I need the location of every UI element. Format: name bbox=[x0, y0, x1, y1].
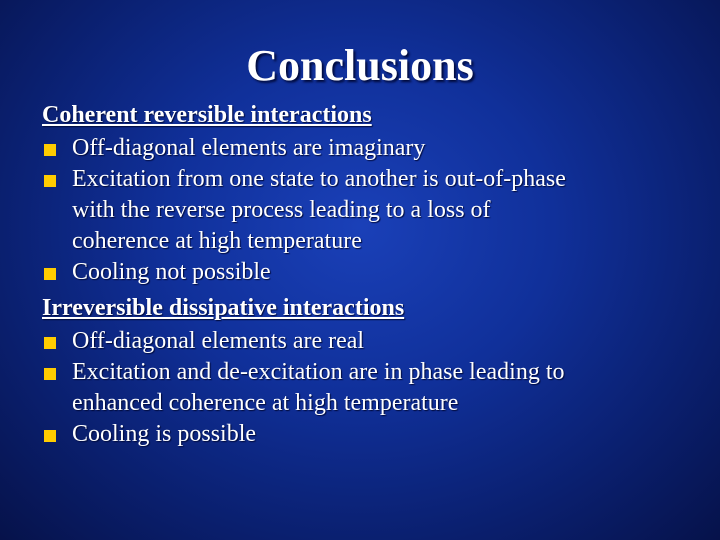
slide-title: Conclusions bbox=[246, 41, 474, 90]
slide-body bbox=[42, 97, 692, 450]
square-bullet-icon bbox=[44, 144, 56, 156]
section-heading-irreversible: Irreversible dissipative interactions bbox=[42, 295, 405, 321]
bullet-text: Cooling is possible bbox=[72, 421, 257, 447]
bullet-text: Off-diagonal elements are real bbox=[72, 328, 365, 354]
bullet-item bbox=[42, 357, 692, 419]
square-bullet-icon bbox=[44, 268, 56, 280]
bullet-text: coherence at high temperature bbox=[72, 228, 362, 254]
bullet-item bbox=[42, 326, 692, 357]
bullet-text: Cooling not possible bbox=[72, 259, 271, 285]
bullet-text: Excitation from one state to another is out-of-phase bbox=[72, 166, 566, 192]
bullet-item bbox=[42, 257, 692, 288]
square-bullet-icon bbox=[44, 368, 56, 380]
bullet-text: Excitation and de-excitation are in phase leading to bbox=[72, 359, 565, 385]
section-heading-coherent: Coherent reversible interactions bbox=[42, 102, 372, 128]
bullet-item bbox=[42, 164, 692, 257]
bullet-text: enhanced coherence at high temperature bbox=[72, 390, 459, 416]
square-bullet-icon bbox=[44, 430, 56, 442]
bullet-text: with the reverse process leading to a loss of bbox=[72, 197, 491, 223]
square-bullet-icon bbox=[44, 337, 56, 349]
bullet-item bbox=[42, 419, 692, 450]
square-bullet-icon bbox=[44, 175, 56, 187]
bullet-text: Off-diagonal elements are imaginary bbox=[72, 135, 426, 161]
bullet-item bbox=[42, 133, 692, 164]
